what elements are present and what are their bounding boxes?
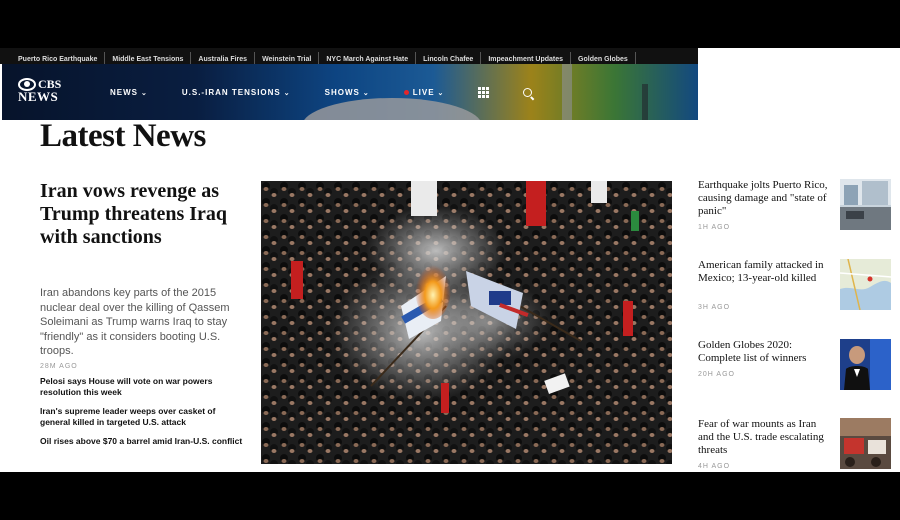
sidebar-story-timestamp: 20H AGO	[698, 371, 735, 378]
page-title: Latest News	[40, 118, 206, 154]
site-header	[2, 64, 698, 120]
trending-bar	[0, 48, 698, 64]
nav-shows-label: SHOWS	[324, 87, 360, 97]
nav-live[interactable]	[404, 88, 445, 97]
search-icon[interactable]	[523, 88, 532, 97]
sidebar-story[interactable]	[698, 179, 890, 235]
sidebar-story-headline[interactable]: Golden Globes 2020: Complete list of winners	[698, 339, 807, 364]
sidebar-story-timestamp: 4H AGO	[698, 463, 731, 470]
sidebar-story[interactable]	[698, 418, 890, 472]
lead-story-headline[interactable]: Iran vows revenge as Trump threatens Iraq with sanctions	[40, 180, 228, 248]
nav-us-iran-label: U.S.-IRAN TENSIONS	[181, 87, 281, 97]
protest-thumb[interactable]	[840, 418, 891, 469]
cbs-news-logo[interactable]	[18, 78, 61, 102]
lead-story-summary: Iran abandons key parts of the 2015 nuclear deal over the killing of Qassem Soleimani as Trump warns Iraq to stay "friendly" as it considers booting U.S. troops.	[40, 287, 230, 357]
grid-icon[interactable]	[478, 87, 489, 98]
main-nav	[110, 64, 532, 120]
sidebar-story[interactable]	[698, 339, 890, 395]
trending-link[interactable]: Lincoln Chafee	[416, 52, 481, 64]
cbs-eye-icon	[18, 78, 36, 91]
street-damage-thumb[interactable]	[840, 179, 891, 230]
trending-link[interactable]: NYC March Against Hate	[319, 52, 416, 64]
chevron-down-icon: ⌄	[283, 89, 291, 97]
nav-us-iran-tensions[interactable]	[182, 88, 291, 97]
lead-story-timestamp: 28M AGO	[40, 363, 78, 370]
trending-link[interactable]: Middle East Tensions	[105, 52, 191, 64]
related-link[interactable]: Pelosi says House will vote on war powers resolution this week	[40, 376, 213, 397]
nav-news[interactable]	[110, 88, 148, 97]
sidebar-story-timestamp: 1H AGO	[698, 224, 731, 231]
related-link[interactable]: Oil rises above $70 a barrel amid Iran-U.S. conflict	[40, 436, 243, 446]
logo-news-text: NEWS	[18, 89, 59, 104]
related-link[interactable]: Iran's supreme leader weeps over casket of general killed in targeted U.S. attack	[40, 406, 216, 427]
related-links	[40, 376, 245, 455]
trending-link[interactable]: Puerto Rico Earthquake	[0, 52, 105, 64]
sidebar-story-headline[interactable]: Earthquake jolts Puerto Rico, causing damage and "state of panic"	[698, 179, 828, 217]
trending-link[interactable]: Golden Globes	[571, 52, 636, 64]
logo-cbs-text: CBS	[38, 77, 62, 91]
live-dot-icon	[404, 90, 409, 95]
chevron-down-icon: ⌄	[141, 89, 148, 97]
nav-news-label: NEWS	[110, 87, 138, 97]
sidebar-story-headline[interactable]: Fear of war mounts as Iran and the U.S. trade escalating threats	[698, 418, 824, 456]
letterbox-bottom	[0, 472, 900, 520]
map-thumb[interactable]	[840, 259, 891, 310]
crowd-flag-burning-image	[261, 181, 672, 464]
letterbox-top	[0, 0, 900, 48]
trending-link[interactable]: Weinstein Trial	[255, 52, 319, 64]
lead-story-photo[interactable]	[261, 181, 672, 464]
browser-page	[0, 48, 900, 472]
sidebar-story-headline[interactable]: American family attacked in Mexico; 13-year-old killed	[698, 259, 824, 284]
trending-link[interactable]: Australia Fires	[191, 52, 255, 64]
sidebar-story-timestamp: 3H AGO	[698, 304, 731, 311]
chevron-down-icon: ⌄	[437, 89, 445, 97]
chevron-down-icon: ⌄	[362, 89, 370, 97]
sidebar-story[interactable]	[698, 259, 890, 315]
nav-live-label: LIVE	[412, 87, 435, 97]
trending-link[interactable]: Impeachment Updates	[481, 52, 571, 64]
awards-thumb[interactable]	[840, 339, 891, 390]
nav-shows[interactable]	[325, 88, 370, 97]
